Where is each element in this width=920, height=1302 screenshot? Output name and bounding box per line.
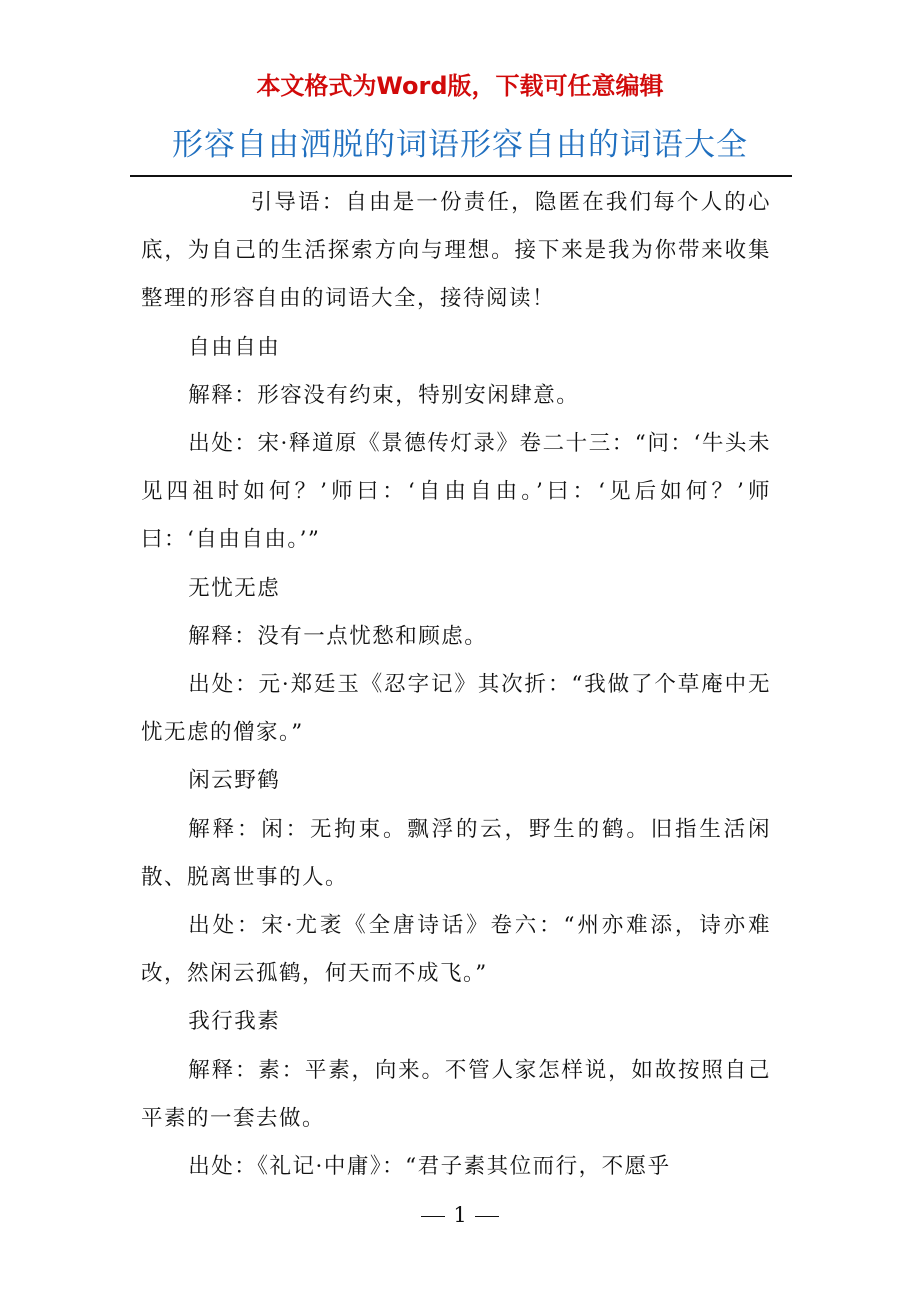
intro-paragraph: 引导语：自由是一份责任，隐匿在我们每个人的心底，为自己的生活探索方向与理想。接下来是我为你带来收集整理的形容自由的词语大全，接待阅读！ [141,190,771,312]
term-heading: 自由自由 [188,334,281,360]
term-source: 出处：《礼记·中庸》：“君子素其位而行，不愿乎 [188,1154,671,1180]
footer-dash-right [475,1216,499,1217]
format-banner: 本文格式为Word版，下载可任意编辑 [256,72,664,100]
term-explanation: 解释：形容没有约束，特别安闲肆意。 [188,382,580,408]
page-footer [0,1200,920,1230]
title-underline [130,175,792,177]
term-explanation: 解释：闲：无拘束。飘浮的云，野生的鹤。旧指生活闲散、脱离世事的人。 [141,816,771,890]
term-source: 出处：宋·释道原《景德传灯录》卷二十三：“问：‘牛头未见四祖时如何？’师曰：‘自由自由。’曰：‘见后如何？’师曰：‘自由自由。’” [141,431,771,553]
term-heading: 闲云野鹤 [188,768,281,794]
document-title: 形容自由洒脱的词语形容自由的词语大全 [172,127,748,163]
page-number: 1 [453,1203,467,1227]
term-source: 出处：元·郑廷玉《忍字记》其次折：“我做了个草庵中无忧无虑的僧家。” [141,672,771,746]
footer-dash-left [421,1216,445,1217]
term-explanation: 解释：没有一点忧愁和顾虑。 [188,623,488,649]
term-heading: 无忧无虑 [188,575,281,601]
term-explanation: 解释：素：平素，向来。不管人家怎样说，如故按照自己平素的一套去做。 [141,1057,771,1131]
document-body [141,179,771,1191]
term-source: 出处：宋·尤袤《全唐诗话》卷六：“州亦难添，诗亦难改，然闲云孤鹤，何天而不成飞。” [141,913,771,987]
term-heading: 我行我素 [188,1009,281,1035]
